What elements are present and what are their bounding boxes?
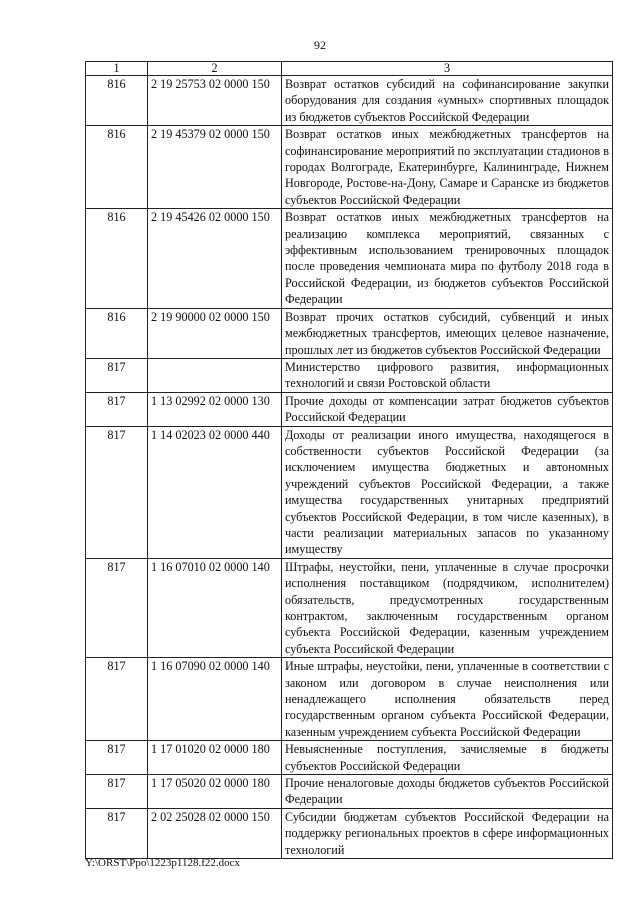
description-cell: Невыясненные поступления, зачисляемые в бюджеты субъектов Российской Федерации	[282, 741, 613, 775]
table-row	[86, 741, 613, 775]
admin-code-cell: 817	[86, 808, 148, 858]
table-row	[86, 126, 613, 209]
revenue-code-cell: 1 13 02992 02 0000 130	[148, 392, 282, 426]
description-cell: Прочие неналоговые доходы бюджетов субъектов Российской Федерации	[282, 775, 613, 809]
admin-code-cell: 817	[86, 775, 148, 809]
description-cell: Министерство цифрового развития, информационных технологий и связи Ростовской области	[282, 358, 613, 392]
revenue-code-cell: 1 16 07010 02 0000 140	[148, 558, 282, 657]
description-cell: Возврат прочих остатков субсидий, субвенций и иных межбюджетных трансфертов, имеющих целевое назначение, прошлых лет из бюджетов субъектов Российской Федерации	[282, 308, 613, 358]
table-header-row	[86, 62, 613, 76]
description-cell: Возврат остатков субсидий на софинансирование закупки оборудования для создания «умных» спортивных площадок из бюджетов субъектов Российской Федерации	[282, 76, 613, 126]
admin-code-cell: 816	[86, 308, 148, 358]
table-row	[86, 209, 613, 308]
revenue-code-cell: 2 19 90000 02 0000 150	[148, 308, 282, 358]
table-row	[86, 426, 613, 558]
description-cell: Иные штрафы, неустойки, пени, уплаченные в соответствии с законом или договором в случае неисполнения или ненадлежащего исполнения обязательств перед государственным органом субъекта Российской Федерации, казенным учреждением субъекта Российской Федерации	[282, 658, 613, 741]
admin-code-cell: 817	[86, 658, 148, 741]
admin-code-cell: 817	[86, 741, 148, 775]
revenue-code-cell: 2 19 45426 02 0000 150	[148, 209, 282, 308]
description-cell: Возврат остатков иных межбюджетных трансфертов на реализацию комплекса мероприятий, связанных с эффективным использованием тренировочных площадок после проведения чемпионата мира по футболу 2018 года в Российской Федерации, из бюджетов субъектов Российской Федерации	[282, 209, 613, 308]
description-cell: Субсидии бюджетам субъектов Российской Федерации на поддержку региональных проектов в сфере информационных технологий	[282, 808, 613, 858]
admin-code-cell: 817	[86, 558, 148, 657]
revenue-code-cell: 2 02 25028 02 0000 150	[148, 808, 282, 858]
revenue-code-cell: 1 17 05020 02 0000 180	[148, 775, 282, 809]
column-header-3: 3	[282, 62, 613, 76]
revenue-code-cell: 1 16 07090 02 0000 140	[148, 658, 282, 741]
revenue-code-cell: 1 17 01020 02 0000 180	[148, 741, 282, 775]
revenue-code-cell: 1 14 02023 02 0000 440	[148, 426, 282, 558]
admin-code-cell: 816	[86, 76, 148, 126]
table-row	[86, 76, 613, 126]
description-cell: Прочие доходы от компенсации затрат бюджетов субъектов Российской Федерации	[282, 392, 613, 426]
description-cell: Возврат остатков иных межбюджетных трансфертов на софинансирование мероприятий по эксплуатации стадионов в городах Волгограде, Екатеринбурге, Калининграде, Нижнем Новгороде, Ростове-на-Дону, Самаре и Саранске из бюджетов субъектов Российской Федерации	[282, 126, 613, 209]
admin-code-cell: 816	[86, 126, 148, 209]
table-row	[86, 392, 613, 426]
column-header-1: 1	[86, 62, 148, 76]
revenue-code-cell: 2 19 45379 02 0000 150	[148, 126, 282, 209]
revenue-code-cell	[148, 358, 282, 392]
admin-code-cell: 816	[86, 209, 148, 308]
admin-code-cell: 817	[86, 392, 148, 426]
admin-code-cell: 817	[86, 358, 148, 392]
column-header-2: 2	[148, 62, 282, 76]
table-row	[86, 358, 613, 392]
table-row	[86, 808, 613, 858]
table-row	[86, 308, 613, 358]
revenue-code-cell: 2 19 25753 02 0000 150	[148, 76, 282, 126]
table-row	[86, 658, 613, 741]
description-cell: Доходы от реализации иного имущества, находящегося в собственности субъектов Российской Федерации (за исключением имущества бюджетных и автономных учреждений субъектов Российской Федерации, а также имущества государственных унитарных предприятий субъектов Российской Федерации, в том числе казенных), в части реализации материальных запасов по указанному имуществу	[282, 426, 613, 558]
admin-code-cell: 817	[86, 426, 148, 558]
page-number: 92	[314, 38, 326, 52]
description-cell: Штрафы, неустойки, пени, уплаченные в случае просрочки исполнения поставщиком (подрядчиком, исполнителем) обязательств, предусмотренных государственным контрактом, заключенным государственным органом субъекта Российской Федерации, казенным учреждением субъекта Российской Федерации	[282, 558, 613, 657]
budget-codes-table	[85, 61, 613, 859]
table-row	[86, 775, 613, 809]
table-row	[86, 558, 613, 657]
document-file-path: Y:\ORST\Ppo\1223p1128.f22.docx	[85, 857, 241, 869]
